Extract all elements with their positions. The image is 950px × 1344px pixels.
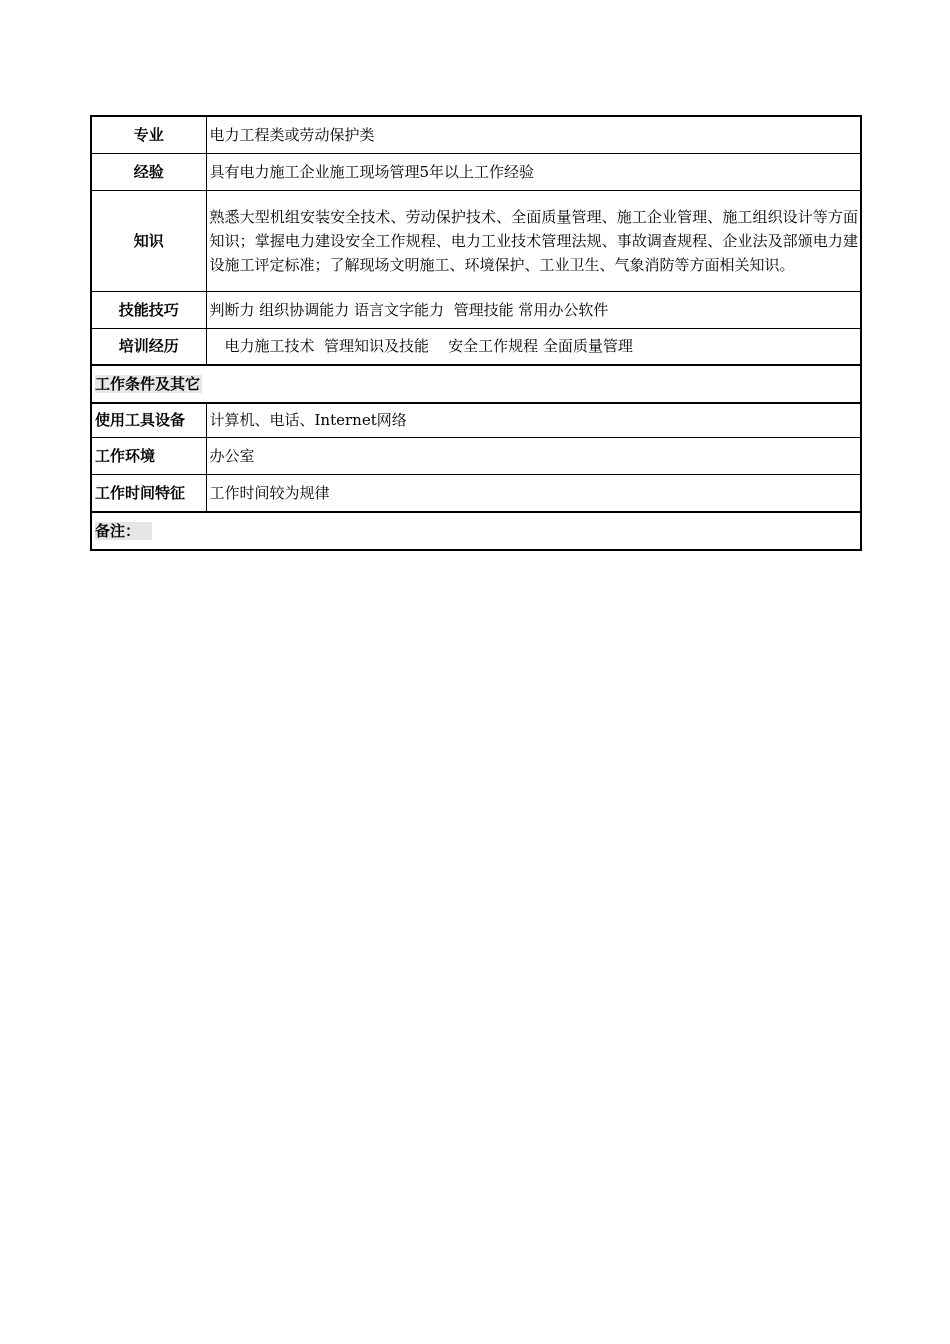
training-value: 电力施工技术 管理知识及技能 安全工作规程 全面质量管理: [206, 328, 861, 365]
row-environment: [91, 437, 861, 474]
note-row: [91, 512, 861, 550]
experience-label: 经验: [91, 153, 206, 190]
section-title: 工作条件及其它: [95, 375, 201, 393]
knowledge-value: 熟悉大型机组安装安全技术、劳动保护技术、全面质量管理、施工企业管理、施工组织设计等方面知识；掌握电力建设安全工作规程、电力工业技术管理法规、事故调查规程、企业法及部颁电力建设施工评定标准；了解现场文明施工、环境保护、工业卫生、气象消防等方面相关知识。: [206, 190, 861, 291]
tools-label: 使用工具设备: [91, 403, 206, 437]
knowledge-label: 知识: [91, 190, 206, 291]
note-label: 备注：: [95, 522, 152, 540]
section-header-row: [91, 365, 861, 403]
training-label: 培训经历: [91, 328, 206, 365]
environment-value: 办公室: [206, 437, 861, 474]
row-work-hours: [91, 474, 861, 512]
row-skills: [91, 291, 861, 328]
row-major: [91, 116, 861, 153]
skills-label: 技能技巧: [91, 291, 206, 328]
major-label: 专业: [91, 116, 206, 153]
row-training: [91, 328, 861, 365]
job-description-table: [90, 115, 862, 551]
row-tools: [91, 403, 861, 437]
environment-label: 工作环境: [91, 437, 206, 474]
tools-value: 计算机、电话、Internet网络: [206, 403, 861, 437]
note-cell: [91, 512, 861, 550]
skills-value: 判断力 组织协调能力 语言文字能力 管理技能 常用办公软件: [206, 291, 861, 328]
major-value: 电力工程类或劳动保护类: [206, 116, 861, 153]
work-hours-value: 工作时间较为规律: [206, 474, 861, 512]
row-knowledge: [91, 190, 861, 291]
work-hours-label: 工作时间特征: [91, 474, 206, 512]
row-experience: [91, 153, 861, 190]
section-header: [91, 365, 861, 403]
experience-value: 具有电力施工企业施工现场管理5年以上工作经验: [206, 153, 861, 190]
